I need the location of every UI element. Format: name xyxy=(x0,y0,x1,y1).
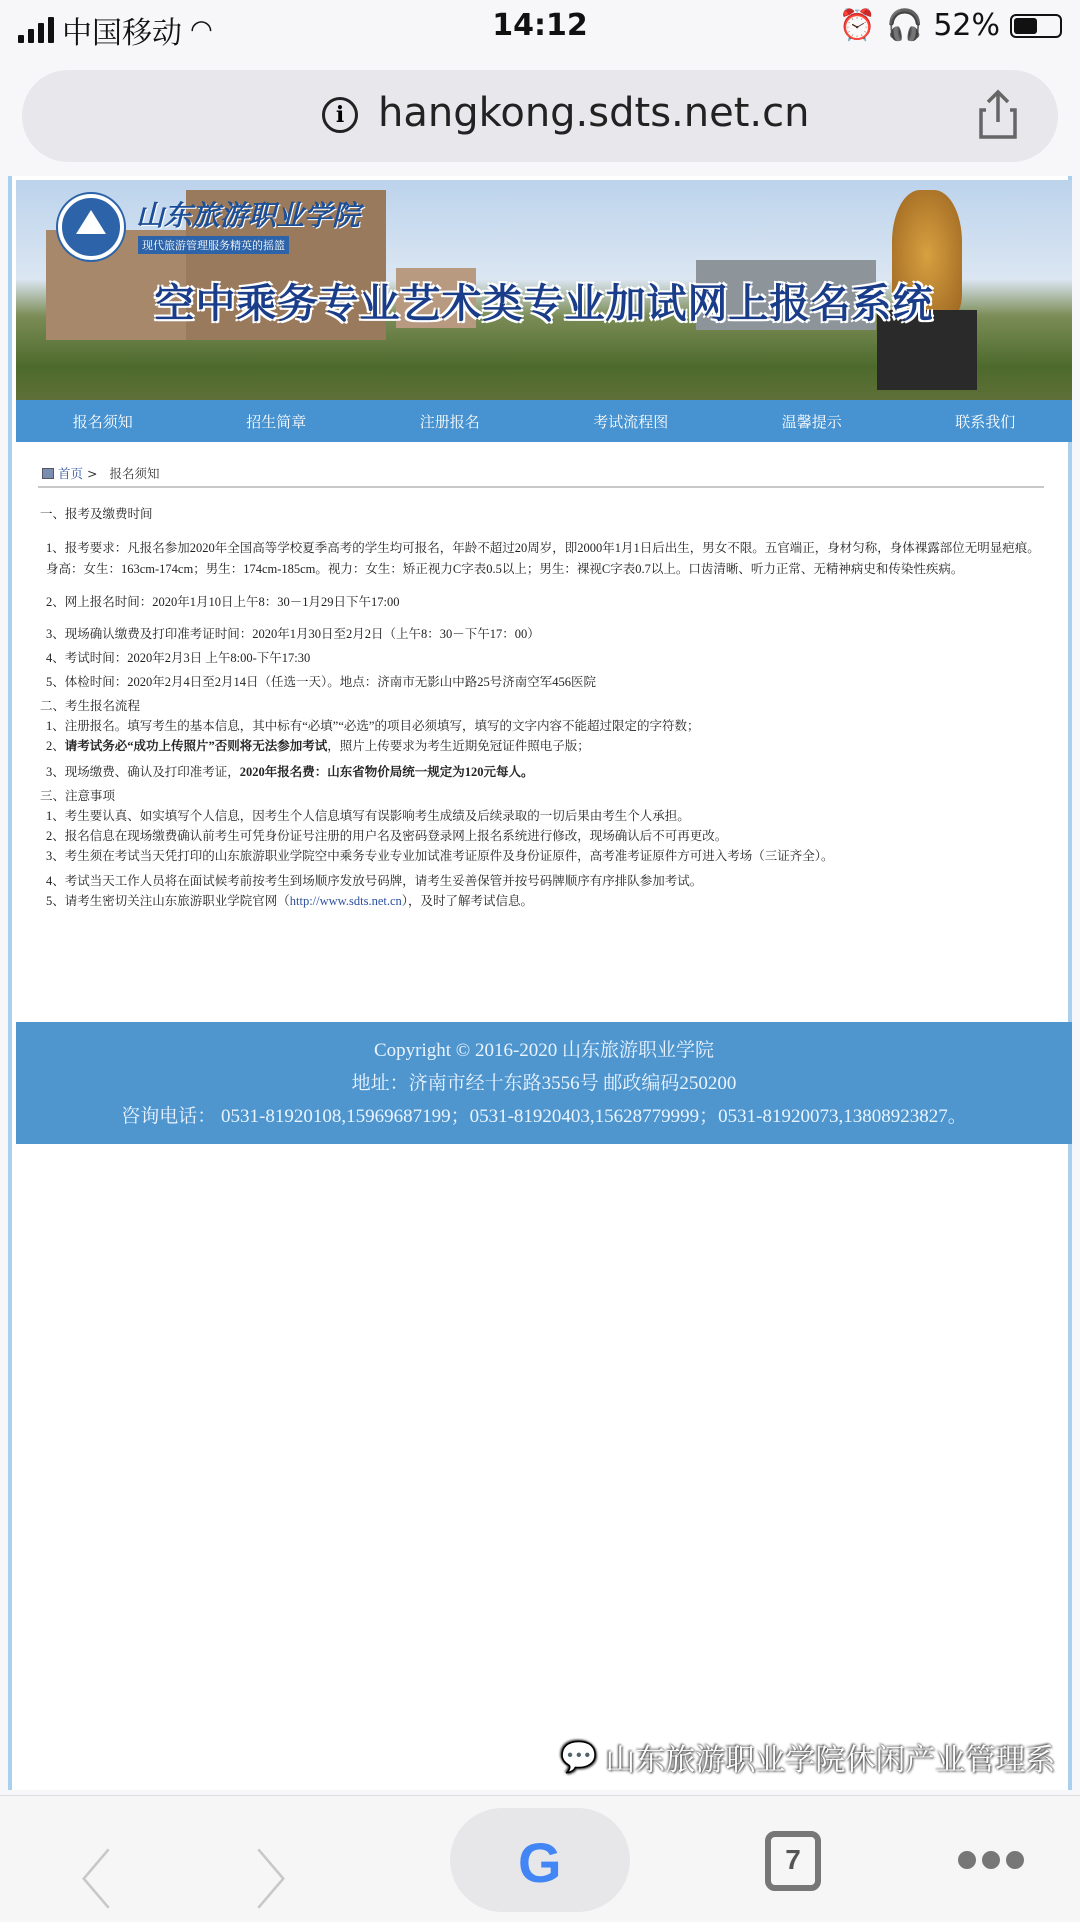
nav-item-register[interactable]: 注册报名 xyxy=(419,412,480,431)
browser-toolbar xyxy=(0,1795,1080,1920)
breadcrumb xyxy=(42,464,160,482)
item-text: 5、请考生密切关注山东旅游职业学院官网（ xyxy=(46,894,290,908)
carrier: 中国移动 xyxy=(62,16,182,51)
list-item xyxy=(40,736,1050,756)
school-motto: 现代旅游管理服务精英的摇篮 xyxy=(138,236,289,254)
list-item xyxy=(40,891,1050,911)
info-icon[interactable]: i xyxy=(322,97,358,133)
section-title: 二、考生报名流程 xyxy=(40,699,141,713)
clock: 14:12 xyxy=(492,8,588,43)
list-item: 4、考试当天工作人员将在面试候考前按考生到场顺序发放号码牌，请考生妥善保管并按号码牌顺序有序排队参加考试。 xyxy=(46,874,703,888)
share-icon[interactable] xyxy=(978,88,1018,140)
address-bar[interactable] xyxy=(22,70,1058,162)
nav-item-exam-flow[interactable]: 考试流程图 xyxy=(593,412,669,431)
notice-content xyxy=(40,504,1050,911)
list-item: 1、考生要认真、如实填写个人信息，因考生个人信息填写有误影响考生成绩及后续录取的一切后果由考生个人承担。 xyxy=(46,809,690,823)
list-item: 5、体检时间：2020年2月4日至2月14日（任选一天）。地点：济南市无影山中路25号济南空军456医院 xyxy=(46,675,597,689)
page-footer xyxy=(16,1022,1072,1144)
headphones-icon: 🎧 xyxy=(885,8,924,43)
nav-item-contact[interactable]: 联系我们 xyxy=(955,412,1016,431)
home-icon xyxy=(42,468,54,479)
tabs-button[interactable]: 7 xyxy=(765,1831,821,1891)
main-nav xyxy=(16,400,1072,442)
battery-percent: 52% xyxy=(933,8,1000,43)
wifi-icon: ◠ xyxy=(190,15,213,45)
school-name: 山东旅游职业学院 xyxy=(136,199,361,232)
list-item: 2、网上报名时间：2020年1月10日上午8：30－1月29日下午17:00 xyxy=(46,595,400,609)
list-item: 4、考试时间：2020年2月3日 上午8:00-下午17:30 xyxy=(46,651,311,665)
nav-item-tips[interactable]: 温馨提示 xyxy=(781,412,842,431)
breadcrumb-separator: > xyxy=(87,465,98,481)
web-page xyxy=(8,176,1072,1790)
item-text: 3、现场缴费、确认及打印准考证， xyxy=(46,765,240,779)
copyright: Copyright © 2016-2020 山东旅游职业学院 xyxy=(373,1040,715,1061)
phone-numbers: 咨询电话： 0531-81920108,15969687199；0531-81920403,15628779999；0531-81920073,13808923827。 xyxy=(121,1106,967,1127)
watermark xyxy=(560,1735,1055,1779)
divider xyxy=(38,486,1044,488)
watermark-text: 山东旅游职业学院休闲产业管理系 xyxy=(605,1743,1056,1778)
official-site-link[interactable]: http://www.sdts.net.cn xyxy=(289,894,402,908)
google-icon: G xyxy=(518,1831,562,1894)
list-item xyxy=(40,762,1050,782)
header-banner xyxy=(16,180,1072,400)
list-item: 1、报考要求：凡报名参加2020年全国高等学校夏季高考的学生均可报名，年龄不超过20周岁，即2000年1月1日后出生，男女不限。五官端正，身材匀称，身体裸露部位无明显疤痕。 身高：女生：163cm-174cm；男生：174cm-185cm。视力：女生：矫正视力C字表0.5以上；男生：裸视C字表0.7以上。口齿清晰、听力正常、无精神病史和传染性疾病。 xyxy=(46,541,1040,576)
back-icon[interactable]: 〈 xyxy=(48,1845,112,1919)
signal-icon xyxy=(18,17,54,43)
list-item: 3、现场确认缴费及打印准考证时间：2020年1月30日至2月2日（上午8：30－下午17：00） xyxy=(46,627,540,641)
breadcrumb-current: 报名须知 xyxy=(109,466,160,481)
fee-notice: 2020年报名费：山东省物价局统一规定为120元每人。 xyxy=(239,765,534,779)
list-item: 2、报名信息在现场缴费确认前考生可凭身份证号注册的用户名及密码登录网上报名系统进行修改，现场确认后不可再更改。 xyxy=(46,829,728,843)
section-title: 三、注意事项 xyxy=(40,789,116,803)
item-text: ），及时了解考试信息。 xyxy=(401,894,534,908)
section-title: 一、报考及缴费时间 xyxy=(40,507,153,521)
status-bar xyxy=(0,0,1080,55)
breadcrumb-home[interactable]: 首页 xyxy=(58,466,84,481)
google-button[interactable] xyxy=(450,1808,630,1912)
more-icon[interactable] xyxy=(958,1851,1024,1869)
alarm-icon: ⏰ xyxy=(838,8,876,43)
battery-icon xyxy=(1010,14,1062,38)
url-text[interactable]: hangkong.sdts.net.cn xyxy=(378,90,810,136)
address: 地址：济南市经十东路3556号 邮政编码250200 xyxy=(351,1073,737,1094)
nav-item-brochure[interactable]: 招生简章 xyxy=(246,412,307,431)
item-number: 2、 xyxy=(46,739,65,753)
item-text: ，照片上传要求为考生近期免冠证件照电子版； xyxy=(327,739,590,753)
list-item: 3、考生须在考试当天凭打印的山东旅游职业学院空中乘务专业专业加试准考证原件及身份证原件，高考准考证原件方可进入考场（三证齐全）。 xyxy=(46,849,834,863)
list-item: 1、注册报名。填写考生的基本信息，其中标有“必填”“必选”的项目必须填写，填写的文字内容不能超过限定的字符数； xyxy=(46,719,700,733)
photo-warning: 请考试务必“成功上传照片”否则将无法参加考试 xyxy=(64,739,328,753)
forward-icon[interactable]: 〉 xyxy=(255,1845,319,1919)
wechat-icon: 💬 xyxy=(560,1739,598,1775)
nav-item-notice[interactable]: 报名须知 xyxy=(72,412,133,431)
banner-title: 空中乘务专业艺术类专业加试网上报名系统 xyxy=(154,280,934,327)
school-logo xyxy=(58,194,124,260)
